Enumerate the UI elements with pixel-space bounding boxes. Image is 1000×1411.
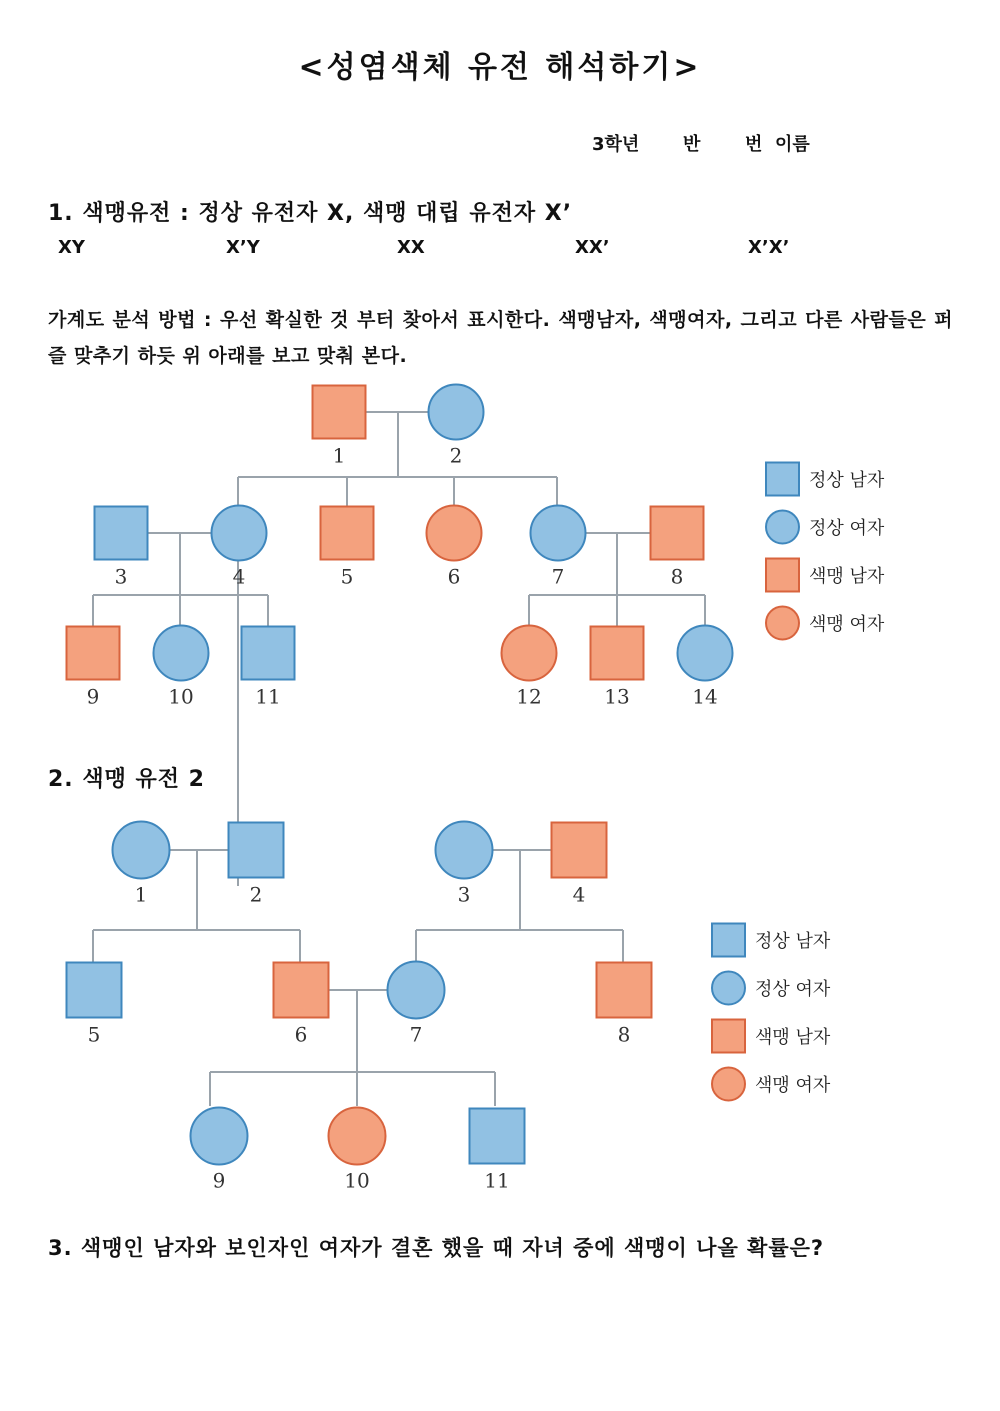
colorblind-male-square-4	[552, 823, 607, 878]
pedigree-chart-2	[0, 810, 1000, 1210]
legend-normal-female-label: 정상 여자	[809, 518, 885, 539]
member-number-9: 9	[212, 1168, 226, 1193]
member-number-12: 12	[516, 684, 542, 709]
number-label: 번	[745, 134, 763, 155]
normal-female-circle-4	[212, 506, 267, 561]
normal-male-square-2	[229, 823, 284, 878]
member-number-11: 11	[484, 1168, 510, 1193]
member-number-14: 14	[692, 684, 718, 709]
normal-female-circle-2	[429, 385, 484, 440]
colorblind-male-square-1	[313, 386, 366, 439]
legend-normal-male-label: 정상 남자	[809, 470, 885, 491]
legend-normal-female-label: 정상 여자	[755, 979, 831, 1000]
pedigree-1-legend	[766, 463, 885, 640]
member-number-11: 11	[255, 684, 281, 709]
legend-colorblind-female-swatch	[766, 607, 799, 640]
analysis-method-paragraph: 가계도 분석 방법 : 우선 확실한 것 부터 찾아서 표시한다. 색맹남자, 색맹여자, 그리고 다른 사람들은 퍼즐 맞추기 하듯 위 아래를 보고 맞춰 본다.	[48, 309, 953, 367]
member-number-13: 13	[604, 684, 630, 709]
legend-colorblind-male-swatch	[712, 1020, 745, 1053]
q1-heading: 1. 색맹유전 : 정상 유전자 X, 색맹 대립 유전자 X’	[48, 201, 573, 226]
legend-normal-male-swatch	[712, 924, 745, 957]
legend-colorblind-female-label: 색맹 여자	[809, 614, 885, 635]
legend-normal-male-label: 정상 남자	[755, 931, 831, 952]
colorblind-female-circle-12	[502, 626, 557, 681]
colorblind-male-square-5	[321, 507, 374, 560]
member-number-8: 8	[617, 1022, 631, 1047]
pedigree-chart-1	[0, 380, 1000, 720]
name-label: 이름	[775, 134, 810, 155]
pedigree-2-lines	[93, 850, 623, 1106]
normal-female-circle-7	[531, 506, 586, 561]
grade-label: 3학년	[592, 134, 640, 155]
member-number-9: 9	[86, 684, 100, 709]
member-number-1: 1	[134, 882, 148, 907]
legend-colorblind-male-label: 색맹 남자	[809, 566, 885, 587]
member-number-6: 6	[447, 564, 461, 589]
colorblind-female-circle-10	[329, 1108, 386, 1165]
member-number-4: 4	[572, 882, 586, 907]
normal-female-circle-10	[154, 626, 209, 681]
normal-male-square-3	[95, 507, 148, 560]
legend-colorblind-male-label: 색맹 남자	[755, 1027, 831, 1048]
genotype-4: XX’	[575, 237, 610, 258]
colorblind-male-square-8	[651, 507, 704, 560]
member-number-7: 7	[409, 1022, 423, 1047]
member-number-4: 4	[232, 564, 246, 589]
colorblind-female-circle-6	[427, 506, 482, 561]
pedigree-2-legend	[712, 924, 831, 1101]
member-number-6: 6	[294, 1022, 308, 1047]
class-label: 반	[683, 134, 701, 155]
member-number-1: 1	[332, 443, 346, 468]
member-number-5: 5	[87, 1022, 101, 1047]
normal-male-square-11	[242, 627, 295, 680]
member-number-5: 5	[340, 564, 354, 589]
normal-female-circle-9	[191, 1108, 248, 1165]
genotype-3: XX	[397, 237, 425, 258]
legend-normal-female-swatch	[766, 511, 799, 544]
normal-female-circle-3	[436, 822, 493, 879]
member-number-2: 2	[249, 882, 263, 907]
q3-question: 3. 색맹인 남자와 보인자인 여자가 결혼 했을 때 자녀 중에 색맹이 나올 확률은?	[48, 1236, 825, 1260]
genotype-2: X’Y	[226, 237, 260, 258]
legend-colorblind-male-swatch	[766, 559, 799, 592]
legend-normal-female-swatch	[712, 972, 745, 1005]
colorblind-male-square-13	[591, 627, 644, 680]
normal-male-square-11	[470, 1109, 525, 1164]
normal-female-circle-7	[388, 962, 445, 1019]
normal-male-square-5	[67, 963, 122, 1018]
member-number-7: 7	[551, 564, 565, 589]
member-number-8: 8	[670, 564, 684, 589]
colorblind-male-square-8	[597, 963, 652, 1018]
colorblind-male-square-9	[67, 627, 120, 680]
legend-colorblind-female-swatch	[712, 1068, 745, 1101]
member-number-10: 10	[344, 1168, 370, 1193]
normal-female-circle-14	[678, 626, 733, 681]
genotype-1: XY	[58, 237, 85, 258]
member-number-3: 3	[457, 882, 471, 907]
legend-colorblind-female-label: 색맹 여자	[755, 1075, 831, 1096]
q2-heading: 2. 색맹 유전 2	[48, 767, 205, 792]
genotype-5: X’X’	[748, 237, 790, 258]
page-title: <성염색체 유전 해석하기>	[298, 50, 702, 85]
member-number-3: 3	[114, 564, 128, 589]
normal-female-circle-1	[113, 822, 170, 879]
colorblind-male-square-6	[274, 963, 329, 1018]
legend-normal-male-swatch	[766, 463, 799, 496]
member-number-2: 2	[449, 443, 463, 468]
member-number-10: 10	[168, 684, 194, 709]
